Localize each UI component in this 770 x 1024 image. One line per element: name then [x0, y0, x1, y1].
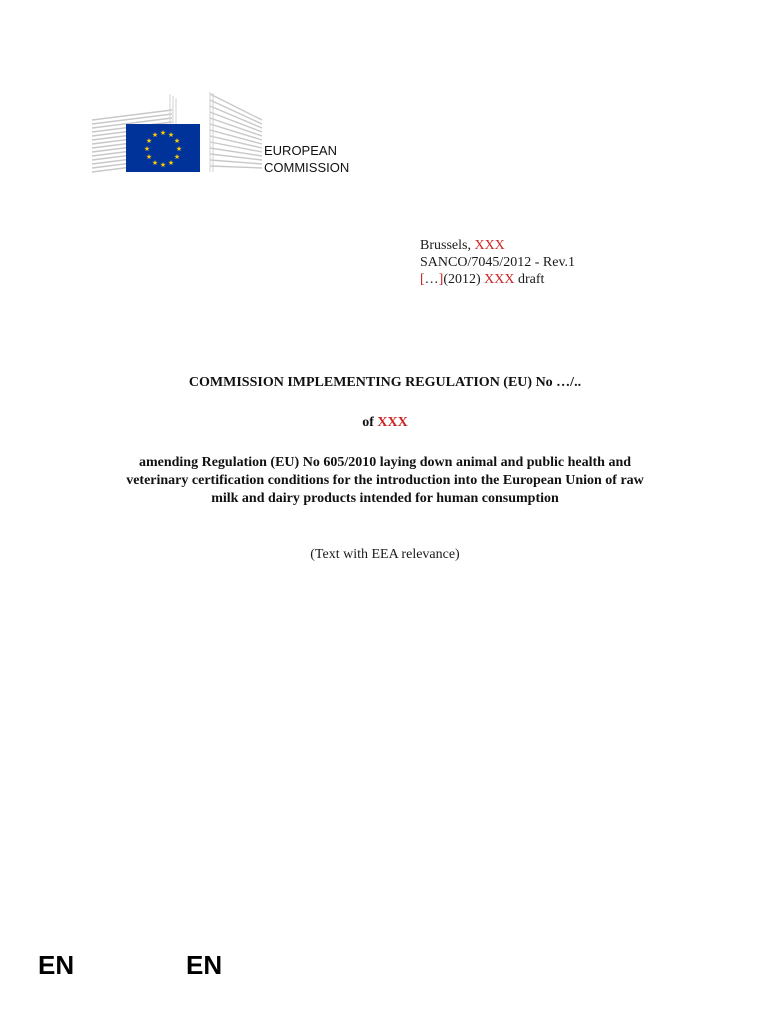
title-line: veterinary certification conditions for the introduction into the European Union of raw: [126, 473, 644, 488]
svg-text:★: ★: [145, 153, 153, 161]
year: (2012): [443, 272, 485, 287]
svg-text:★: ★: [167, 131, 175, 139]
organization-name-line2: COMMISSION: [264, 160, 350, 175]
code-placeholder: XXX: [484, 272, 515, 287]
organization-name: [264, 142, 349, 176]
svg-text:★: ★: [145, 137, 153, 145]
bracket-close: ]: [438, 272, 444, 287]
language-code-left: EN: [38, 950, 75, 980]
eea-relevance-note: (Text with EEA relevance): [310, 547, 460, 562]
title-line: milk and dairy products intended for human consumption: [211, 491, 559, 506]
place-label: Brussels,: [420, 238, 475, 253]
draft-status: draft: [514, 272, 545, 287]
svg-text:★: ★: [175, 145, 183, 153]
draft-line: [420, 271, 575, 288]
organization-name-line1: EUROPEAN: [264, 143, 337, 158]
svg-text:★: ★: [159, 129, 167, 137]
date-prefix: of: [362, 415, 378, 430]
svg-text:★: ★: [151, 159, 159, 167]
bracket-open: [: [420, 272, 425, 287]
ellipsis: …: [424, 272, 439, 287]
european-commission-logo-icon: [92, 92, 268, 176]
svg-text:★: ★: [167, 159, 175, 167]
place-date-line: [420, 237, 575, 254]
svg-text:★: ★: [159, 161, 167, 169]
date-placeholder-xxx: XXX: [377, 415, 408, 430]
date-placeholder: XXX: [474, 238, 505, 253]
svg-text:★: ★: [173, 137, 181, 145]
document-date: [0, 415, 770, 431]
title-line: amending Regulation (EU) No 605/2010 laying down animal and public health and: [138, 455, 632, 470]
svg-text:★: ★: [143, 145, 151, 153]
building-lines-right: [210, 94, 262, 168]
document-code: SANCO/7045/2012 - Rev.1: [420, 255, 576, 270]
svg-text:★: ★: [173, 153, 181, 161]
document-title: [90, 454, 680, 508]
svg-text:★: ★: [151, 131, 159, 139]
language-code-right: EN: [186, 950, 223, 980]
document-reference: [420, 237, 575, 288]
document-type: COMMISSION IMPLEMENTING REGULATION (EU) No …/..: [188, 375, 582, 390]
